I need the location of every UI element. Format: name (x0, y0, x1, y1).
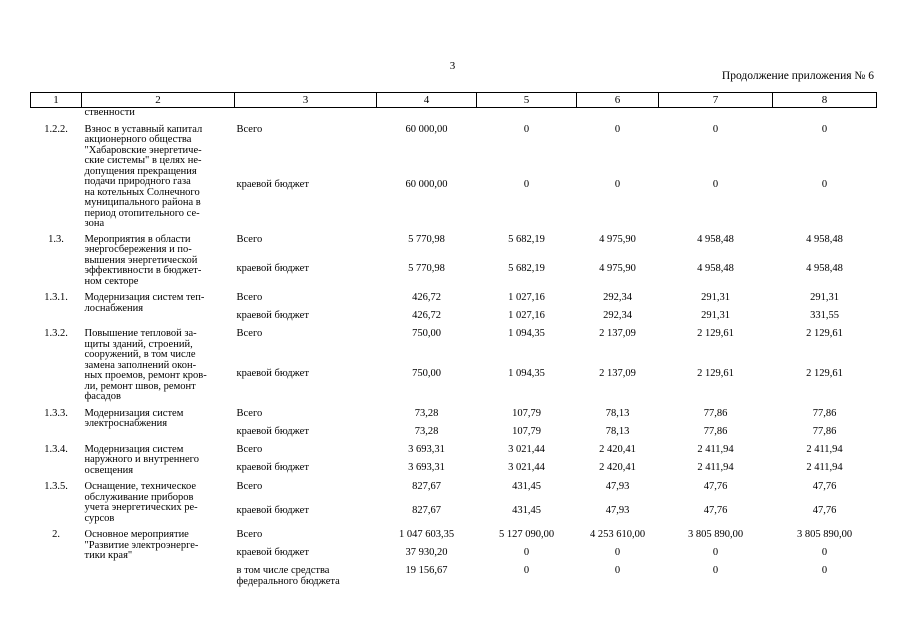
amount-col-4: 5 770,98 (408, 233, 445, 245)
amount-col-7: 3 805 890,00 (687, 529, 744, 540)
header-col-1: 1 (31, 93, 82, 108)
amount-col-5: 107,79 (512, 407, 541, 419)
amount-col-8: 4 958,48 (806, 233, 843, 245)
amount-col-8: 47,76 (812, 505, 837, 516)
amount-col-7: 2 411,94 (697, 462, 734, 474)
amount-col-4: 5 770,98 (408, 262, 445, 274)
header-col-7: 7 (659, 93, 773, 108)
item-number: 1.3.1. (44, 292, 68, 303)
amount-col-6: 0 (614, 123, 621, 135)
table-header (31, 93, 877, 108)
funding-source: Всего (236, 123, 263, 135)
funding-source: краевой бюджет (236, 425, 309, 437)
amount-col-7: 291,31 (701, 292, 730, 303)
item-number: 2. (52, 529, 60, 540)
funding-source: краевой бюджет (236, 178, 309, 190)
table-body (31, 108, 877, 588)
amount-col-8: 2 129,61 (806, 328, 843, 339)
amount-col-6: 47,93 (605, 505, 630, 516)
item-name: Повышение тепловой за- щиты зданий, строений, сооружений, в том числе замена заполнений окон- ных проемов, ремонт кров- ли, ремонт швов, ремонт фасадов (84, 328, 207, 402)
amount-col-6: 292,34 (603, 310, 632, 321)
funding-source: краевой бюджет (236, 462, 309, 474)
amount-col-7: 0 (712, 178, 719, 190)
table-row (31, 125, 877, 180)
table-row (31, 235, 877, 264)
item-name: Мероприятия в области энергосбережения и по- вышения энергетической эффективности в бюджет- ном секторе (84, 233, 202, 287)
funding-source: краевой бюджет (236, 367, 309, 379)
amount-col-5: 0 (523, 565, 530, 576)
funding-source: Всего (236, 481, 263, 492)
header-col-5: 5 (477, 93, 577, 108)
amount-col-8: 77,86 (812, 425, 837, 437)
amount-col-8: 291,31 (810, 292, 839, 303)
header-col-8: 8 (773, 93, 877, 108)
amount-col-6: 2 420,41 (599, 462, 636, 474)
amount-col-4: 73,28 (414, 407, 439, 419)
amount-col-6: 2 137,09 (599, 328, 636, 339)
amount-col-8: 0 (821, 178, 828, 190)
header-col-6: 6 (577, 93, 659, 108)
amount-col-5: 107,79 (512, 425, 541, 437)
amount-col-7: 2 129,61 (697, 328, 734, 339)
funding-source: краевой бюджет (236, 310, 309, 321)
amount-col-4: 426,72 (412, 292, 441, 303)
amount-col-5: 0 (523, 547, 530, 558)
funding-source: Всего (236, 233, 263, 245)
table-row (31, 482, 877, 506)
table-row (31, 445, 877, 464)
amount-col-8: 47,76 (812, 481, 837, 492)
amount-col-7: 2 411,94 (697, 443, 734, 455)
amount-col-8: 4 958,48 (806, 262, 843, 274)
amount-col-5: 1 094,35 (508, 328, 545, 339)
amount-col-8: 0 (821, 547, 828, 558)
amount-col-5: 1 027,16 (508, 292, 545, 303)
amount-col-4: 827,67 (412, 505, 441, 516)
amount-col-5: 3 021,44 (508, 462, 545, 474)
amount-col-6: 292,34 (603, 292, 632, 303)
amount-col-4: 60 000,00 (405, 123, 448, 135)
amount-col-5: 431,45 (512, 481, 541, 492)
amount-col-6: 78,13 (605, 425, 630, 437)
funding-source: Всего (236, 328, 263, 339)
item-number: 1.3.5. (44, 481, 68, 492)
amount-col-6: 78,13 (605, 407, 630, 419)
amount-col-6: 4 975,90 (599, 233, 636, 245)
funding-source: Всего (236, 292, 263, 303)
amount-col-5: 5 682,19 (508, 262, 545, 274)
carryover-text: ственности (84, 107, 135, 118)
amount-col-5: 5 682,19 (508, 233, 545, 245)
amount-col-6: 4 975,90 (599, 262, 636, 274)
item-number: 1.3.4. (44, 443, 68, 455)
amount-col-7: 4 958,48 (697, 262, 734, 274)
item-name: Взнос в уставный капитал акционерного общества "Хабаровские энергетиче- ские системы" в целях не- допущения прекращения подачи природного газа на котельных Солнечного муниципального района в период отопительного се- зона (84, 123, 203, 229)
amount-col-4: 60 000,00 (405, 178, 448, 190)
item-number: 1.3. (48, 233, 64, 245)
amount-col-4: 750,00 (412, 367, 441, 379)
header-col-3: 3 (235, 93, 377, 108)
item-name: Основное мероприятие "Развитие электроэнерге- тики края" (84, 529, 199, 561)
carryover-row (31, 108, 877, 125)
amount-col-6: 2 137,09 (599, 367, 636, 379)
amount-col-7: 0 (712, 123, 719, 135)
amount-col-8: 3 805 890,00 (796, 529, 853, 540)
amount-col-7: 47,76 (703, 505, 728, 516)
amount-col-4: 1 047 603,35 (398, 529, 455, 540)
amount-col-7: 2 129,61 (697, 367, 734, 379)
amount-col-4: 3 693,31 (408, 462, 445, 474)
amount-col-6: 0 (614, 178, 621, 190)
amount-col-5: 0 (523, 178, 530, 190)
funding-source: Всего (236, 529, 263, 540)
amount-col-5: 3 021,44 (508, 443, 545, 455)
amount-col-4: 827,67 (412, 481, 441, 492)
amount-col-4: 19 156,67 (405, 565, 448, 576)
item-name: Оснащение, техническое обслуживание приборов учета энергетических ре- сурсов (84, 481, 198, 524)
amount-col-8: 0 (821, 565, 828, 576)
table-row (31, 530, 877, 548)
amount-col-6: 47,93 (605, 481, 630, 492)
item-number: 1.3.3. (44, 407, 68, 419)
amount-col-4: 37 930,20 (405, 547, 448, 558)
funding-source: краевой бюджет (236, 262, 309, 274)
table-row (31, 329, 877, 369)
amount-col-6: 4 253 610,00 (589, 529, 646, 540)
funding-source: Всего (236, 407, 263, 419)
appendix-continuation-label: Продолжение приложения № 6 (721, 70, 874, 82)
amount-col-4: 750,00 (412, 328, 441, 339)
budget-table (30, 92, 877, 587)
amount-col-7: 0 (712, 565, 719, 576)
funding-source: в том числе средства федерального бюджета (236, 565, 340, 587)
amount-col-6: 2 420,41 (599, 443, 636, 455)
amount-col-6: 0 (614, 547, 621, 558)
amount-col-5: 0 (523, 123, 530, 135)
amount-col-7: 0 (712, 547, 719, 558)
amount-col-8: 2 411,94 (806, 443, 843, 455)
funding-source: краевой бюджет (236, 505, 309, 516)
page-number: 3 (449, 60, 456, 72)
header-col-2: 2 (82, 93, 235, 108)
amount-col-8: 331,55 (810, 310, 839, 321)
amount-col-8: 2 129,61 (806, 367, 843, 379)
amount-col-5: 431,45 (512, 505, 541, 516)
amount-col-5: 5 127 090,00 (498, 529, 555, 540)
amount-col-4: 3 693,31 (408, 443, 445, 455)
amount-col-4: 73,28 (414, 425, 439, 437)
table-row (31, 293, 877, 311)
item-name: Модернизация систем теп- лоснабжения (84, 292, 205, 314)
item-name: Модернизация систем наружного и внутреннего освещения (84, 443, 199, 476)
amount-col-5: 1 027,16 (508, 310, 545, 321)
item-number: 1.2.2. (44, 123, 68, 135)
amount-col-8: 2 411,94 (806, 462, 843, 474)
amount-col-5: 1 094,35 (508, 367, 545, 379)
item-name: Модернизация систем электроснабжения (84, 407, 184, 429)
amount-col-8: 0 (821, 123, 828, 135)
amount-col-6: 0 (614, 565, 621, 576)
amount-col-7: 47,76 (703, 481, 728, 492)
item-number: 1.3.2. (44, 328, 68, 339)
header-col-4: 4 (377, 93, 477, 108)
amount-col-7: 77,86 (703, 407, 728, 419)
amount-col-8: 77,86 (812, 407, 837, 419)
funding-source: Всего (236, 443, 263, 455)
amount-col-7: 77,86 (703, 425, 728, 437)
funding-source: краевой бюджет (236, 547, 309, 558)
amount-col-4: 426,72 (412, 310, 441, 321)
table-row (31, 409, 877, 427)
amount-col-7: 291,31 (701, 310, 730, 321)
amount-col-7: 4 958,48 (697, 233, 734, 245)
